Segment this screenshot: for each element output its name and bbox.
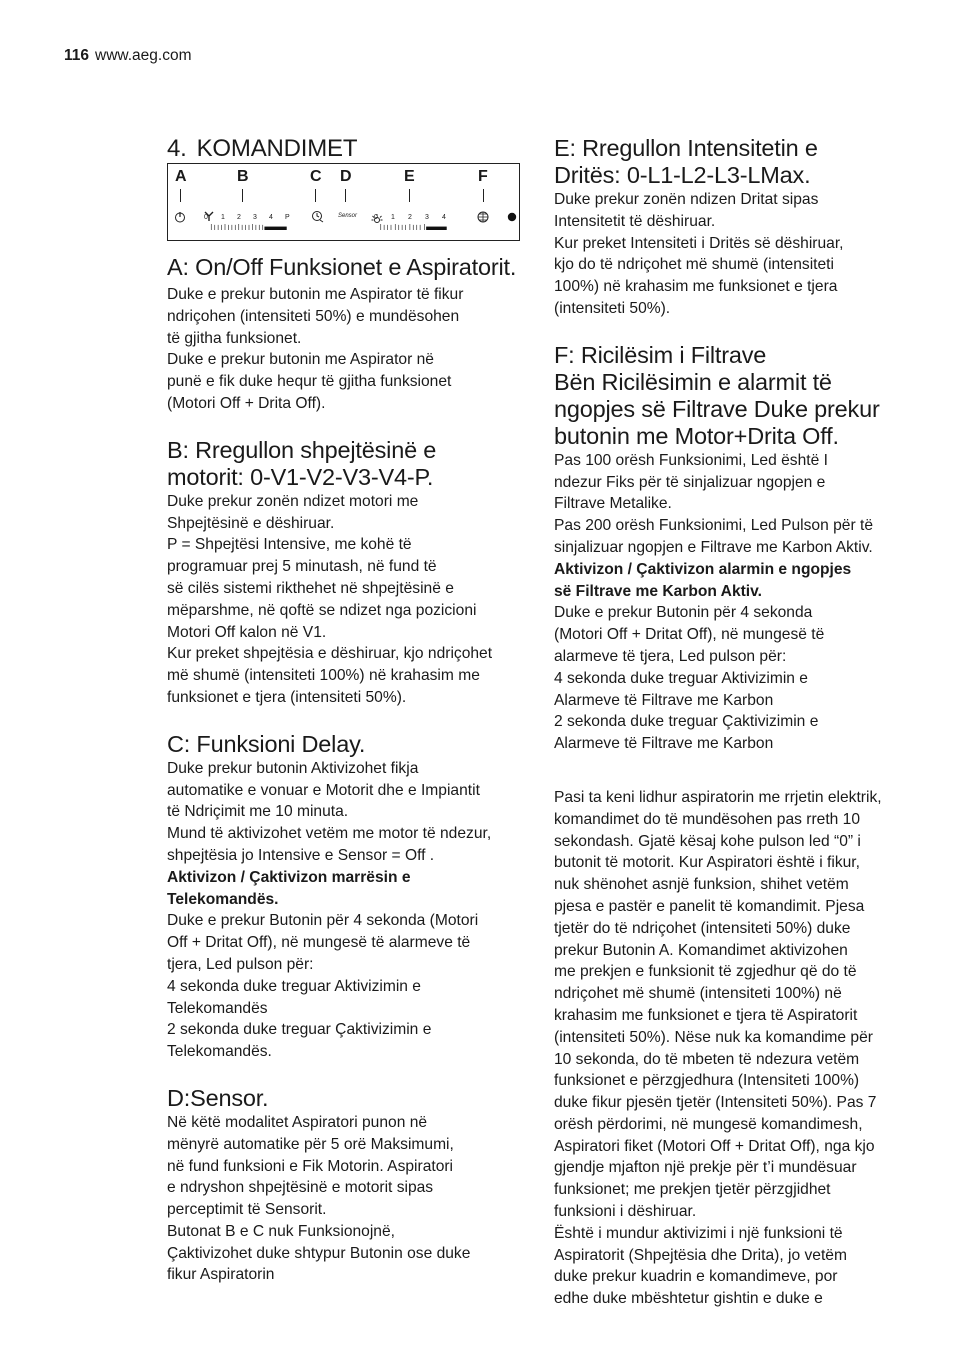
left-column <box>167 135 527 1286</box>
led-dot-icon <box>507 212 517 222</box>
section-e-title: E: Rregullon Intensitetin e Dritës: 0-L1-L2-L3-LMax. <box>554 135 818 188</box>
diagram-tick <box>315 189 316 202</box>
light-scale-label: 2 <box>408 214 412 221</box>
general-info-text: Pasi ta keni lidhur aspiratorin me rrjetin elektrik, komandimet do të mundësohen pas rreth 10 sekondash. Gjatë kësaj kohe pulson led “0” i butonit të motorit. Kur Aspiratori është i fikur, nuk shënohet asnjë funksion, shihet vetëm pjesa e pastër e panelit të komandimit. Pjesa tjetër do të ndriçohet (intensiteti 50%) duke prekur Butonin A. Komandimet aktivizohen me prekjen e funksionit të zgjedhur që do të ndriçohet më shumë (intensiteti 100%) në krahasim me funksionet e tjera të Aspiratorit (intensiteti 50%). Nëse nuk ka komandime për 10 sekonda, do të mbeten të ndezura vetëm funksionet e përzgjedhura (Intensiteti 100%) duke fikur pjesën tjetër (Intensiteti 50%). Pas 7 orësh përdorimi, në mungesë komandimesh, Aspiratori fiket (Motori Off + Dritat Off), nga kjo gjendje mjafton një prekje për t’i mundësuar funksionet; me prekjen tjetër përzgjidhet funksioni i dëshiruar. Është i mundur aktivizimi i një funksioni të Aspiratorit (Shpejtësia dhe Drita), jo vetëm duke prekur kuadrin e komandimeve, por edhe duke mbështetur gishtin e duke e <box>554 788 882 1308</box>
section-d-text: Në këtë modalitet Aspiratori punon në mënyrë automatike për 5 orë Maksimumi, në fund funksioni e Fik Motorin. Aspiratori e ndryshon shpejtësinë e motorit sipas perceptimit të Sensorit. Butonat B e C nuk Funksionojnë, Çaktivizohet duke shtypur Butonin ose duke fikur Aspiratorin <box>167 1113 471 1284</box>
diagram-label-d: D <box>340 168 352 185</box>
diagram-label-b: B <box>237 168 249 185</box>
diagram-tick <box>409 189 410 202</box>
delay-icon <box>311 210 324 223</box>
diagram-tick <box>483 189 484 202</box>
diagram-tick <box>345 189 346 202</box>
section-number: 4. <box>167 135 187 162</box>
light-scale-label: 4 <box>442 214 446 221</box>
section-name: KOMANDIMET <box>196 135 358 162</box>
diagram-tick <box>242 189 243 202</box>
section-f-text: Pas 100 orësh Funksionimi, Led është I ndezur Fiks për të sinjalizuar ngopjen e Filtrave Metalike. Pas 200 orësh Funksionimi, Led Pulson për të sinjalizuar ngopjen e Filtrave me Karbon Aktiv. <box>554 451 873 556</box>
light-scale-label: 1 <box>391 214 395 221</box>
section-c-text-2: Duke e prekur Butonin për 4 sekonda (Motori Off + Dritat Off), në mungesë të alarmeve të tjera, Led pulson për: 4 sekonda duke treguar Aktivizimin e Telekomandës 2 sekonda duke treguar Çaktivizimin e Telekomandës. <box>167 912 479 1061</box>
section-c-title: C: Funksioni Delay. <box>167 730 366 757</box>
section-b-title: B: Rregullon shpejtësinë e motorit: 0-V1-V2-V3-V4-P. <box>167 436 437 490</box>
sensor-label: Sensor <box>338 213 358 219</box>
diagram-label-f: F <box>478 168 488 185</box>
section-f-bold-text: Aktivizon / Çaktivizon alarmin e ngopjes së Filtrave me Karbon Aktiv. <box>554 560 852 600</box>
light-scale-label: 3 <box>425 214 429 221</box>
page-number: 116 <box>64 47 90 64</box>
filter-icon <box>477 211 489 223</box>
section-a-title: A: On/Off Funksionet e Aspiratorit. <box>167 254 517 280</box>
power-icon <box>174 211 186 223</box>
motor-scale-label: 0 <box>204 214 208 221</box>
section-e-text: Duke prekur zonën ndizen Dritat sipas Intensitetit të dëshiruar. Kur preket Intensiteti i Dritës së dëshiruar, kjo do të ndriçohet më shumë (intensiteti 100%) në krahasim me funksionet e tjera (intensiteti 50%). <box>554 191 844 317</box>
motor-scale-label: 2 <box>237 214 241 221</box>
page-header <box>64 47 192 65</box>
motor-slider-bar[interactable] <box>205 224 293 230</box>
site-url[interactable]: www.aeg.com <box>95 47 192 64</box>
diagram-label-a: A <box>175 168 187 185</box>
section-c-bold-text: Aktivizon / Çaktivizon marrësin e Telekomandës. <box>167 868 411 908</box>
control-panel-diagram <box>167 163 520 241</box>
motor-scale-label: 4 <box>269 214 273 221</box>
motor-scale-label: P <box>285 214 290 221</box>
light-slider-bar[interactable] <box>375 224 455 230</box>
section-c-text: Duke prekur butonin Aktivizohet fikja automatike e vonuar e Motorit dhe e Impiantit të Ndriçimit me 10 minuta. Mund të aktivizohet vetëm me motor të ndezur, shpejtësia jo Intensive e Sensor = Off . <box>167 759 492 864</box>
section-f-text-2: Duke e prekur Butonin për 4 sekonda (Motori Off + Dritat Off), në mungesë të alarmeve të tjera, Led pulson për: 4 sekonda duke treguar Aktivizimin e Alarmeve të Filtrave me Karbon 2 sekonda duke treguar Çaktivizimin e Alarmeve të Filtrave me Karbon <box>554 604 825 753</box>
section-a-text: Duke e prekur butonin me Aspirator të fikur ndriçohen (intensiteti 50%) e mundësohen të gjitha funksionet. Duke e prekur butonin me Aspirator në punë e fik duke hequr të gjitha funksionet (Motori Off + Drita Off). <box>167 286 464 412</box>
section-title <box>167 135 527 162</box>
motor-scale-label: 1 <box>221 214 225 221</box>
section-f-title: F: Ricilësim i Filtrave Bën Ricilësimin e alarmit të ngopjes së Filtrave Duke prekur butonin me Motor+Drita Off. <box>554 341 880 449</box>
diagram-label-c: C <box>310 168 322 185</box>
light-scale-label: 0 <box>374 214 378 221</box>
section-d-title: D:Sensor. <box>167 1084 269 1111</box>
diagram-tick <box>180 189 181 202</box>
motor-scale-label: 3 <box>253 214 257 221</box>
section-b-text: Duke prekur zonën ndizet motori me Shpejtësinë e dëshiruar. P = Shpejtësi Intensive, me kohë të programuar prej 5 minutash, në fund të së cilës sistemi rikthehet në shpejtësinë e mëparshme, në qoftë se ndizet nga pozicioni Motori Off kalon në V1. Kur preket shpejtësia e dëshiruar, kjo ndriçohet më shumë (intensiteti 100%) në krahasim me funksionet e tjera (intensiteti 50%). <box>167 492 493 706</box>
right-column <box>554 135 914 1310</box>
diagram-label-e: E <box>404 168 415 185</box>
